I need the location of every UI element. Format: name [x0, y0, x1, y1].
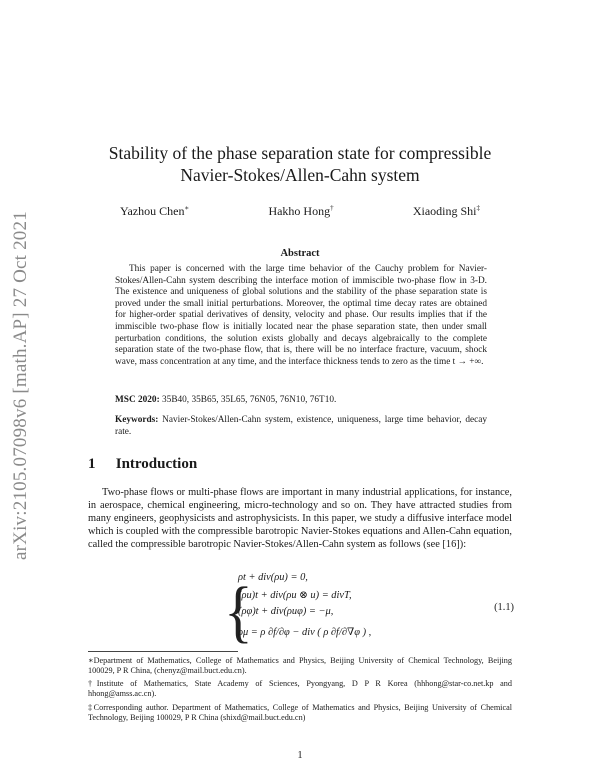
- author-list: [120, 204, 480, 219]
- paper-title: [100, 142, 500, 186]
- msc-label: MSC 2020:: [115, 395, 160, 405]
- intro-paragraph: Two-phase flows or multi-phase flows are important in many industrial applications, for instance, in aerospace, chemical engineering, micro-technology and so on. They have attracted studies from many engineers, geophysicists and astrophysicists. In this paper, we study a diffusive interface model which is coupled with the compressible barotropic Navier-Stokes equations and Allen-Cahn equation, called the compressible barotropic Navier-Stokes/Allen-Cahn system as follows (see [16]):: [88, 487, 512, 550]
- title-line-1: Stability of the phase separation state for compressible: [108, 143, 492, 163]
- abstract-text: This paper is concerned with the large time behavior of the Cauchy problem for Navier-Stokes/Allen-Cahn system describing the interface motion of immiscible two-phase flow in 3-D. The existence and uniqueness of global solutions and the stability of the phase separation state is proved under the small initial perturbations. Moreover, the optimal time decay rates are obtained for higher-order spatial derivatives of density, velocity and phase. Our results implies that if the immiscible two-phase flow is initially located near the phase separation state, then under small perturbation conditions, the solution exists globally and decays algebraically to the complete separation state of the two-phase flow, that is, there will be no interface fracture, vacuum, shock wave, mass concentration at any time, and the interface thickness tends to zero as the time t → +∞.: [115, 264, 487, 367]
- equation-line-1: ρt + div(ρu) = 0,: [238, 572, 308, 583]
- title-line-2: Navier-Stokes/Allen-Cahn system: [180, 165, 420, 185]
- equation-number: (1.1): [494, 602, 514, 613]
- msc-values: 35B40, 35B65, 35L65, 76N05, 76N10, 76T10.: [162, 395, 337, 405]
- equation-line-2: (ρu)t + div(ρu ⊗ u) = divT,: [238, 590, 352, 601]
- author-2: Hakho Hong†: [268, 204, 334, 218]
- left-brace: {: [224, 573, 253, 650]
- equation-line-3: (ρφ)t + div(ρuφ) = −μ,: [238, 606, 334, 617]
- section-heading: [88, 456, 197, 473]
- equation-line-4: ρμ = ρ ∂f/∂φ − div ( ρ ∂f/∂∇φ ) ,: [238, 627, 372, 638]
- keywords-values: Navier-Stokes/Allen-Cahn system, existence, uniqueness, large time behavior, decay rate.: [115, 415, 487, 437]
- author-3: Xiaoding Shi‡: [412, 204, 480, 218]
- keywords: [115, 415, 487, 438]
- footnote-1: ∗Department of Mathematics, College of Mathematics and Physics, Beijing University of Chemical Technology, Beijing 100029, P R China, (chenyz@mail.buct.edu.cn).: [88, 656, 512, 676]
- footnote-rule: [88, 651, 238, 652]
- equation-block: [224, 568, 514, 650]
- arxiv-stamp: arXiv:2105.07098v6 [math.AP] 27 Oct 2021: [10, 211, 31, 560]
- section-title: Introduction: [115, 456, 198, 472]
- author-1: Yazhou Chen∗: [120, 204, 190, 218]
- section-number: 1: [88, 456, 96, 472]
- abstract-heading: Abstract: [280, 248, 320, 259]
- footnote-2: †Institute of Mathematics, State Academy of Sciences, Pyongyang, D P R Korea (hhhong@star-co.net.kp and hhong@amss.ac.cn).: [88, 679, 512, 699]
- page-number: 1: [297, 750, 303, 761]
- footnote-3: ‡Corresponding author. Department of Mathematics, College of Mathematics and Physics, Beijing University of Chemical Technology, Beijing 100029, P R China (shixd@mail.buct.edu.cn): [88, 703, 512, 723]
- msc-codes: [115, 395, 487, 405]
- keywords-label: Keywords:: [115, 415, 159, 425]
